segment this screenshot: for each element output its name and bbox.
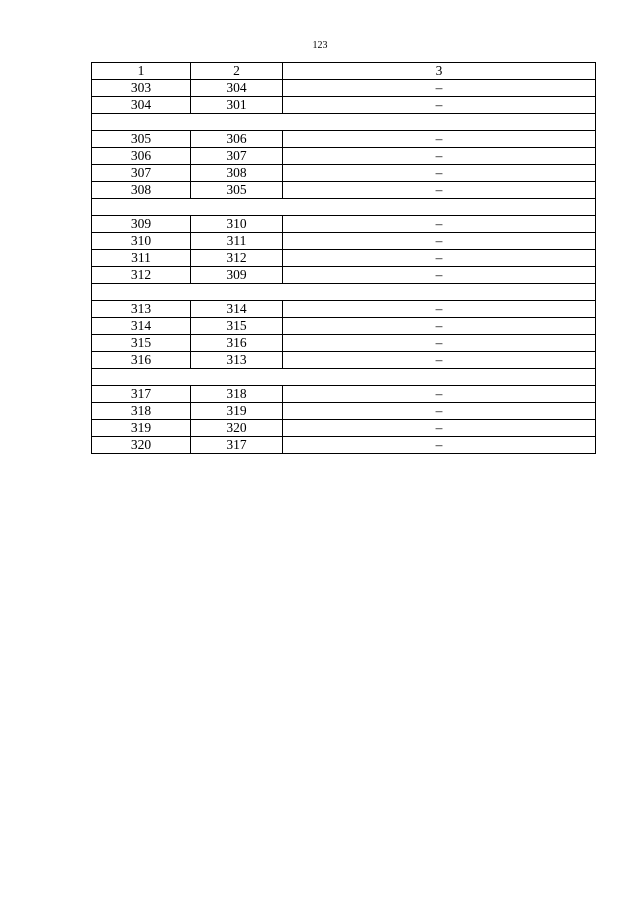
table-cell: 314 <box>191 301 283 318</box>
group-separator-row <box>92 114 596 131</box>
table-cell: – <box>283 97 596 114</box>
table-cell: 304 <box>92 97 191 114</box>
table-body <box>92 63 596 454</box>
table-row <box>92 403 596 420</box>
table-row <box>92 437 596 454</box>
table-cell: 313 <box>92 301 191 318</box>
table-cell: 319 <box>92 420 191 437</box>
table-cell: 313 <box>191 352 283 369</box>
table-cell: – <box>283 420 596 437</box>
table-cell: 303 <box>92 80 191 97</box>
table-row <box>92 233 596 250</box>
table-cell: 320 <box>92 437 191 454</box>
table-cell: 312 <box>92 267 191 284</box>
table-cell: 316 <box>92 352 191 369</box>
table-cell: – <box>283 267 596 284</box>
table-cell: 304 <box>191 80 283 97</box>
table-cell: 318 <box>92 403 191 420</box>
table-cell: 311 <box>191 233 283 250</box>
table-row <box>92 80 596 97</box>
table-row <box>92 352 596 369</box>
table-cell: 308 <box>191 165 283 182</box>
table-cell: 317 <box>92 386 191 403</box>
table-row <box>92 386 596 403</box>
column-header: 3 <box>283 63 596 80</box>
table-cell: 314 <box>92 318 191 335</box>
table-cell: 305 <box>92 131 191 148</box>
table-header-row <box>92 63 596 80</box>
group-separator-row <box>92 369 596 386</box>
table-cell: 306 <box>191 131 283 148</box>
table-cell: – <box>283 403 596 420</box>
table-cell: – <box>283 250 596 267</box>
table-cell: 320 <box>191 420 283 437</box>
group-separator-cell <box>92 284 596 301</box>
table-cell: 309 <box>191 267 283 284</box>
table-row <box>92 216 596 233</box>
table-row <box>92 148 596 165</box>
group-separator-cell <box>92 199 596 216</box>
table-cell: – <box>283 233 596 250</box>
table-cell: – <box>283 318 596 335</box>
table-cell: – <box>283 386 596 403</box>
table-row <box>92 182 596 199</box>
table-row <box>92 250 596 267</box>
table-cell: 311 <box>92 250 191 267</box>
table-row <box>92 318 596 335</box>
data-table <box>91 62 596 454</box>
table-cell: – <box>283 182 596 199</box>
table-cell: 305 <box>191 182 283 199</box>
table-cell: – <box>283 131 596 148</box>
table-cell: 308 <box>92 182 191 199</box>
table-cell: 307 <box>191 148 283 165</box>
table-cell: – <box>283 148 596 165</box>
table-cell: 309 <box>92 216 191 233</box>
table-cell: 315 <box>92 335 191 352</box>
table-cell: 315 <box>191 318 283 335</box>
table-cell: 306 <box>92 148 191 165</box>
table-cell: – <box>283 216 596 233</box>
table-cell: – <box>283 301 596 318</box>
table-cell: 317 <box>191 437 283 454</box>
table-cell: 312 <box>191 250 283 267</box>
table-cell: – <box>283 80 596 97</box>
group-separator-row <box>92 284 596 301</box>
table-cell: 318 <box>191 386 283 403</box>
group-separator-cell <box>92 369 596 386</box>
table-cell: 316 <box>191 335 283 352</box>
page-number: 123 <box>312 40 328 51</box>
table-row <box>92 165 596 182</box>
table-row <box>92 420 596 437</box>
table-row <box>92 335 596 352</box>
column-header: 2 <box>191 63 283 80</box>
table-cell: 319 <box>191 403 283 420</box>
table-cell: – <box>283 335 596 352</box>
group-separator-row <box>92 199 596 216</box>
group-separator-cell <box>92 114 596 131</box>
table-cell: – <box>283 165 596 182</box>
table-row <box>92 301 596 318</box>
table-cell: 301 <box>191 97 283 114</box>
table-cell: 310 <box>92 233 191 250</box>
table-cell: – <box>283 352 596 369</box>
table-row <box>92 97 596 114</box>
column-header: 1 <box>92 63 191 80</box>
table-row <box>92 267 596 284</box>
table-cell: – <box>283 437 596 454</box>
table-row <box>92 131 596 148</box>
table-cell: 310 <box>191 216 283 233</box>
table-cell: 307 <box>92 165 191 182</box>
